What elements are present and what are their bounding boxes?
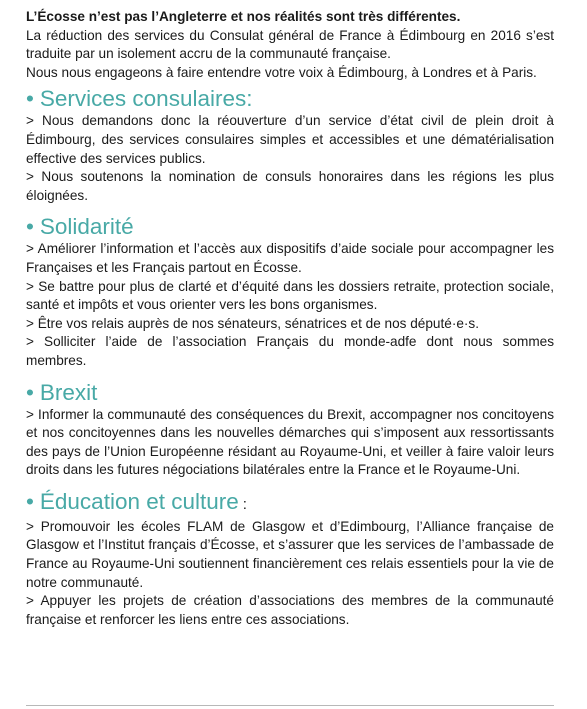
section-heading: [26, 214, 554, 240]
section-education-culture: [26, 489, 554, 630]
section-item: > Nous demandons donc la réouverture d’un service d’état civil de plein droit à Édimbourg, des services consulaires simples et accessibles et une dématérialisation effective des services publics.: [26, 113, 554, 166]
bullet-icon: •: [26, 488, 34, 514]
bottom-divider: [26, 705, 554, 706]
section-item: > Promouvoir les écoles FLAM de Glasgow et d’Edimbourg, l’Alliance française de Glasgow et l’Institut français d’Écosse, et s’assurer que les services de l’ambassade de France au Royaume-Uni soutiennent financièrement ces relais essentiels pour la vie de notre communauté.: [26, 518, 554, 590]
section-item: > Nous soutenons la nomination de consuls honoraires dans les régions les plus éloignées.: [26, 169, 554, 203]
section-item: > Être vos relais auprès de nos sénateurs, sénatrices et de nos député·e·s.: [26, 315, 480, 331]
section-services-consulaires: [26, 86, 554, 205]
section-solidarite: [26, 214, 554, 370]
section-heading: [26, 380, 554, 406]
section-item: > Informer la communauté des conséquences du Brexit, accompagner nos concitoyens et nos concitoyennes dans les nouvelles démarches qui s’imposent aux ressortissants des pays de l’Union Européenne résidant au Royaume-Uni, et veiller à faire valoir leurs droits dans les futures négociations bilatérales entre la France et le Royaume-Uni.: [26, 406, 554, 478]
bullet-icon: •: [26, 214, 34, 240]
bullet-icon: •: [26, 379, 34, 405]
section-title: Solidarité: [39, 214, 134, 240]
section-brexit: [26, 380, 554, 480]
intro-paragraph-2: Nous nous engageons à faire entendre votre voix à Édimbourg, à Londres et à Paris.: [26, 64, 537, 80]
intro-paragraph-1: La réduction des services du Consulat général de France à Édimbourg en 2016 s’est traduite par un isolement accru de la communauté française.: [26, 27, 554, 62]
document-body: [26, 8, 554, 629]
section-item: > Se battre pour plus de clarté et d’équité dans les dossiers retraite, protection sociale, santé et impôts et vous orienter vers les bons organismes.: [26, 278, 554, 313]
section-title: Brexit: [39, 379, 98, 405]
section-item: > Appuyer les projets de création d’associations des membres de la communauté française et renforcer les liens entre ces associations.: [26, 593, 554, 627]
section-title: Éducation et culture: [39, 488, 239, 514]
section-title: Services consulaires:: [39, 86, 253, 112]
section-item: > Améliorer l’information et l’accès aux dispositifs d’aide sociale pour accompagner les Françaises et les Français partout en Écosse.: [26, 241, 554, 275]
intro-block: [26, 8, 554, 82]
section-heading: [26, 86, 554, 112]
section-title-suffix: :: [242, 495, 247, 513]
section-heading: [26, 489, 554, 518]
bullet-icon: •: [26, 86, 34, 112]
intro-title: L’Écosse n’est pas l’Angleterre et nos réalités sont très différentes.: [26, 9, 461, 24]
section-item: > Solliciter l’aide de l’association Français du monde-adfe dont nous sommes membres.: [26, 334, 554, 368]
